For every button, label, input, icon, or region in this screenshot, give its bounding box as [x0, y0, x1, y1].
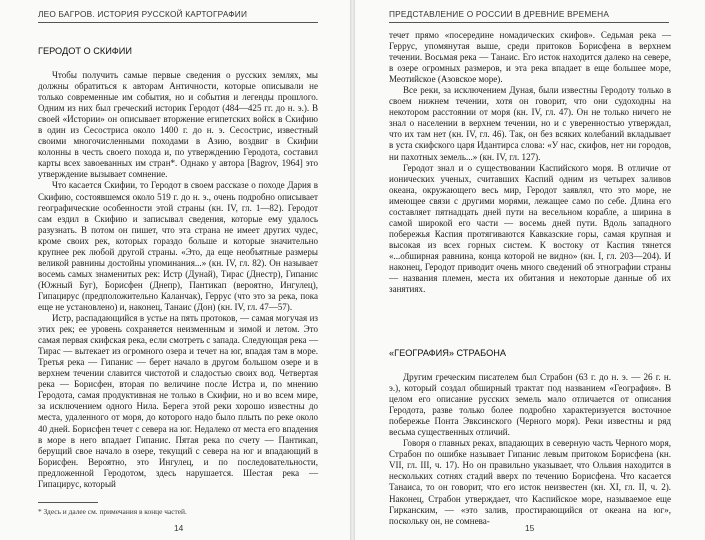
left-page — [0, 0, 350, 540]
section-title: ГЕРОДОТ О СКИФИИ — [38, 46, 132, 56]
header-rule — [38, 22, 318, 23]
footnote-rule — [38, 502, 98, 503]
running-head: ПРЕДСТАВЛЕНИЕ О РОССИИ В ДРЕВНИЕ ВРЕМЕНА — [389, 9, 610, 19]
paragraph: Истр, распадающийся в устье на пять протоков, — самая могучая из этих рек; ее уровень сохраняется неизменным и зимой и летом. Это самая первая скифская река, если смотреть с запада. Следующая река — Тирас — вытекает из огромного озера и течет на юг, впадая там в море. Третья река — Гипанис — берет начало в другом большом озере и в верхнем течении славится чистотой и сладостью своих вод. Четвертая река — Борисфен, вторая по величине после Истра и, по мнению Геродота, самая продуктивная не только в Скифии, но и во всем мире, за исключением одного Нила. Берега этой реки хорошо известны до места, удаленного от моря, до которого надо было плыть по реке около 40 дней. Борисфен течет с севера на юг. Недалеко от места его впадения в море в него впадает Гипанис. Пятая река по счету — Пантикап, берущий свое начало в озере, текущий с севера на юг и впадающий в Борисфен. Вероятно, это Ингулец, и по последовательности, предложенной Геродотом, здесь нарушается. Шестая река — Гипацирус, который — [38, 313, 318, 489]
running-head: ЛЕО БАГРОВ. ИСТОРИЯ РУССКОЙ КАРТОГРАФИИ — [38, 9, 248, 19]
body-text-bottom — [389, 372, 671, 527]
paragraph: Геродот знал и о существовании Каспийского моря. В отличие от ионических ученых, считавших Каспий одним из четырех заливов океана, окружающего весь мир, Геродот заявлял, что это море, не имеющее связи с другими морями, лежащее само по себе. Длина его составляет пятнадцать дней пути на весельном корабле, а ширина в самой широкой его части — восемь дней пути. Вдоль западного побережья Каспия протягиваются Кавказские горы, самая крупная и высокая из всех горных систем. К востоку от Каспия тянется «...обширная равнина, конца которой не видно» (кн. I, гл. 203—204). И наконец, Геродот приводит очень много сведений об этнографии страны — названия племен, места их обитания и некоторые данные об их занятиях. — [389, 162, 671, 295]
body-text — [38, 70, 318, 490]
paragraph: Все реки, за исключением Дуная, были известны Геродоту только в своем нижнем течении, хотя он говорит, что они судоходны на некотором расстоянии от моря (кн. IV, гл. 47). Он не только ничего не знал о населении в верхнем течении, но и с уверенностью утверждал, что их там нет (кн. IV, гл. 46). Так, он без всяких колебаний вкладывает в уста скифского царя Идантирса слова: «У нас, скифов, нет ни городов, ни пахотных земель...» (кн. IV, гл. 127). — [389, 85, 671, 162]
paragraph: Говоря о главных реках, впадающих в северную часть Черного моря, Страбон по ошибке называет Гипанис левым притоком Борисфена (кн. VII, гл. III, ч. 17). Но он правильно указывает, что Ольвия находится в нескольких сотнях стадий вверх по течению Борисфена. Что касается Танаиса, то он говорит, что его исток неизвестен (кн. XI, гл. II, ч. 2). Наконец, Страбон утверждает, что Каспийское море, называемое еще Гирканским, — «это залив, простирающийся от океана на юг», поскольку он, не сомнева- — [389, 438, 671, 526]
footnote: * Здесь и далее см. примечания в конце частей. — [38, 507, 187, 516]
page-number: 15 — [525, 523, 535, 533]
body-text-top — [389, 30, 671, 295]
paragraph: Другим греческим писателем был Страбон (63 г. до н. э. — 26 г. н. э.), который создал обширный трактат под названием «География». В целом его описание русских земель мало отличается от описания Геродота, разве только более подробно характеризуется восточное побережье Понта Эвксинского (Черного моря). Реки известны и ряд весьма существенных отличий. — [389, 372, 671, 438]
page-number: 14 — [174, 523, 184, 533]
paragraph: Чтобы получить самые первые сведения о русских землях, мы должны обратиться к авторам Античности, которые описывали не только современные им события, но и события и легенды прошлого. Одним из них был греческий историк Геродот (484—425 гг. до н. э.). В своей «Истории» он описывает вторжение египетских войск в Скифию в один из Сесострисa около 1400 г. до н. э. Сесострис, известный своими многочисленными походами в Азию, воздвиг в Скифии колонны в честь своего похода и, по утверждению Геродота, составил карты всех завоеванных им стран*. Однако у автора [Bagrov, 1964] это утверждение вызывает сомнение. — [38, 70, 318, 180]
header-rule — [389, 22, 669, 23]
section-title: «ГЕОГРАФИЯ» СТРАБОНА — [389, 348, 506, 358]
paragraph: Что касается Скифии, то Геродот в своем рассказе о походе Дария в Скифию, состоявшемся около 519 г. до н. э., очень подробно описывает географические особенности этой страны (кн. IV, гл. 1—82). Геродот сам ездил в Скифию и записывал сведения, которые ему удалось разузнать. В потом он пишет, что эта страна не имеет других чудес, кроме своих рек, которых гораздо больше и которые значительно крупнее рек любой другой страны. «Это, да еще необъятные размеры великой равнины достойны упоминания...» (кн. IV, гл. 82). Он называет восемь самых знаменитых рек: Истр (Дунай), Тирас (Днестр), Гипанис (Южный Буг), Борисфен (Днепр), Пантикап (вероятно, Ингулец), Гипацирус (предположительно Каланчак), Геррус (что это за река, пока еще не установлено) и, наконец, Танаис (Дон) (кн. IV, гл. 47—57). — [38, 180, 318, 312]
paragraph: течет прямо «посередине номадических скифов». Седьмая река — Геррус, упомянутая выше, среди притоков Борисфена в верхнем течении. Восьмая река — Танаис. Его исток находится далеко на севере, в озере огромных размеров, и эта река впадает в еще большее море, Меотийское (Азовское море). — [389, 30, 671, 85]
right-page — [355, 0, 705, 540]
